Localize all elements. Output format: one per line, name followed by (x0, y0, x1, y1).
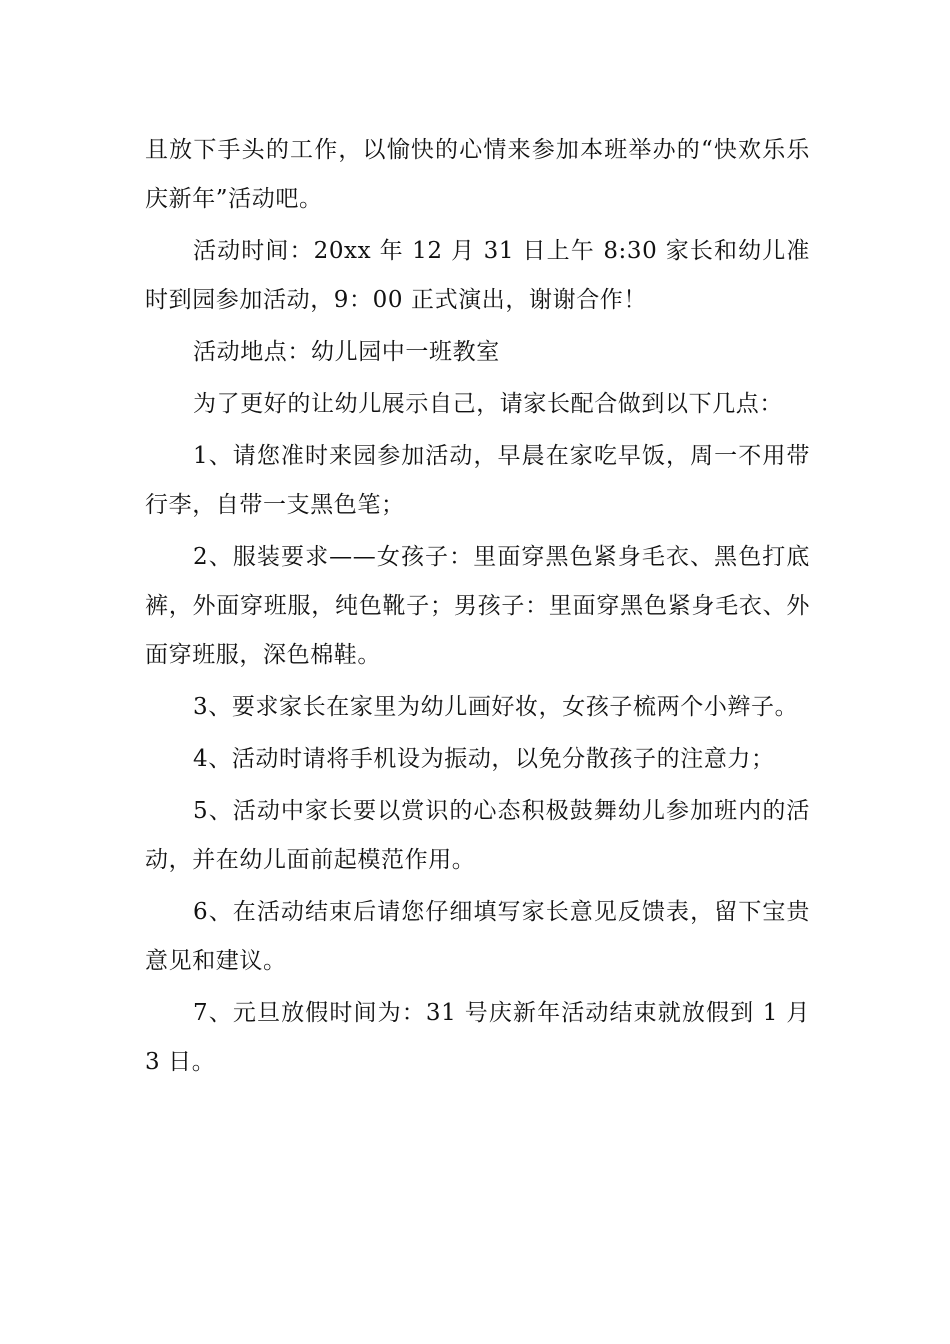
list-item-4: 4、活动时请将手机设为振动，以免分散孩子的注意力； (193, 746, 775, 772)
paragraph-continuation: 且放下手头的工作，以愉快的心情来参加本班举办的“快欢乐乐庆新年”活动吧。 (145, 137, 810, 212)
list-item-1: 1、请您准时来园参加活动，早晨在家吃早饭，周一不用带行李，自带一支黑色笔； (145, 443, 810, 518)
list-item-6: 6、在活动结束后请您仔细填写家长意见反馈表，留下宝贵意见和建议。 (145, 899, 810, 974)
paragraph-activity-time: 活动时间：20xx 年 12 月 31 日上午 8:30 家长和幼儿准时到园参加活动，9：00 正式演出，谢谢合作！ (145, 238, 810, 313)
paragraph-cooperation-intro: 为了更好的让幼儿展示自己，请家长配合做到以下几点： (193, 391, 783, 417)
list-item-3: 3、要求家长在家里为幼儿画好妆，女孩子梳两个小辫子。 (193, 694, 799, 720)
paragraph-activity-location: 活动地点：幼儿园中一班教室 (193, 339, 500, 365)
list-item-5: 5、活动中家长要以赏识的心态积极鼓舞幼儿参加班内的活动，并在幼儿面前起模范作用。 (145, 798, 810, 873)
document-body (145, 126, 810, 1087)
list-item-7: 7、元旦放假时间为：31 号庆新年活动结束就放假到 1 月 3 日。 (145, 1000, 810, 1075)
list-item-2: 2、服装要求——女孩子：里面穿黑色紧身毛衣、黑色打底裤，外面穿班服，纯色靴子；男孩子：里面穿黑色紧身毛衣、外面穿班服，深色棉鞋。 (145, 544, 810, 668)
